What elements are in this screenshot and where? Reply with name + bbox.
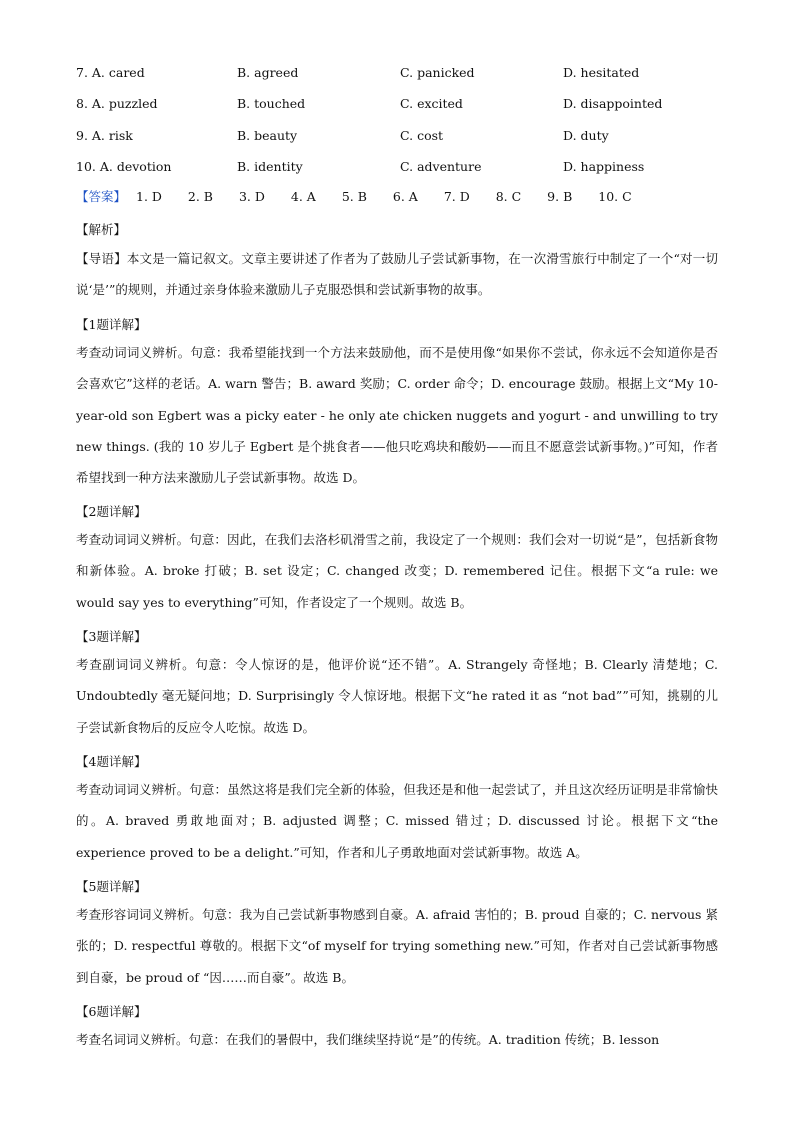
- answer-item: 4. A: [290, 189, 316, 204]
- option-d: D. disappointed: [563, 96, 663, 111]
- answer-item: 1. D: [136, 189, 162, 204]
- option-row-9: [76, 128, 776, 148]
- detail-paragraph-3: [76, 649, 718, 743]
- detail-paragraph-4: [76, 774, 718, 868]
- option-a: 9. A. risk: [76, 128, 133, 143]
- detail-heading-5: 【5题详解】: [76, 879, 147, 894]
- detail-paragraph-6: [76, 1024, 718, 1055]
- detail-heading-6: 【6题详解】: [76, 1004, 147, 1019]
- detail-heading-3: 【3题详解】: [76, 629, 147, 644]
- answer-item: 8. C: [495, 189, 522, 204]
- option-c: C. excited: [400, 96, 463, 111]
- detail-text: 考查动词词义辨析。句意：我希望能找到一个方法来鼓励他，而不是使用像“如果你不尝试，你永远不会知道你是否会喜欢它”这样的老话。A. warn 警告；B. award 奖励；C. order 命令；D. encourage 鼓励。根据上文“My 10-year-old son Egbert was a picky eater - he only ate chicken nuggets and yogurt - and unwilling to try new things. (我的 10 岁儿子 Egbert 是个挑食者——他只吃鸡块和酸奶——而且不愿意尝试新事物。)”可知，作者希望找到一种方法来激励儿子尝试新事物。故选 D。: [76, 345, 718, 486]
- detail-paragraph-2: [76, 524, 718, 618]
- intro-text: 【导语】本文是一篇记叙文。文章主要讲述了作者为了鼓励儿子尝试新事物，在一次滑雪旅行中制定了一个“对一切说‘是’”的规则，并通过亲身体验来激励儿子克服恐惧和尝试新事物的故事。: [76, 251, 718, 298]
- detail-text: 考查动词词义辨析。句意：虽然这将是我们完全新的体验，但我还是和他一起尝试了，并且这次经历证明是非常愉快的。A. braved 勇敢地面对；B. adjusted 调整；C. missed 错过；D. discussed 讨论。根据下文“the experience proved to be a delight.”可知，作者和儿子勇敢地面对尝试新事物。故选 A。: [76, 782, 718, 860]
- answer-item: 5. B: [341, 189, 367, 204]
- answer-item: 9. B: [547, 189, 573, 204]
- detail-text: 考查名词词义辨析。句意：在我们的暑假中，我们继续坚持说“是”的传统。A. tradition 传统；B. lesson: [76, 1032, 660, 1047]
- option-c: C. cost: [400, 128, 444, 143]
- detail-text: 考查副词词义辨析。句意：令人惊讶的是，他评价说“还不错”。A. Strangely 奇怪地；B. Clearly 清楚地；C. Undoubtedly 毫无疑问地；D. Surprisingly 令人惊讶地。根据下文“he rated it as “not bad””可知，挑剔的儿子尝试新食物后的反应令人吃惊。故选 D。: [76, 657, 718, 735]
- detail-paragraph-1: [76, 337, 718, 493]
- analysis-label: 【解析】: [76, 222, 127, 237]
- option-c: C. panicked: [400, 65, 475, 80]
- answer-item: 2. B: [187, 189, 213, 204]
- option-b: B. identity: [237, 159, 303, 174]
- option-d: D. duty: [563, 128, 609, 143]
- option-d: D. happiness: [563, 159, 645, 174]
- option-c: C. adventure: [400, 159, 482, 174]
- answer-key: [76, 187, 648, 205]
- option-d: D. hesitated: [563, 65, 640, 80]
- detail-text: 考查形容词词义辨析。句意：我为自己尝试新事物感到自豪。A. afraid 害怕的；B. proud 自豪的；C. nervous 紧张的；D. respectful 尊敬的。根据下文“of myself for trying something new.”可知，作者对自己尝试新事物感到自豪，be proud of “因……而自豪”。故选 B。: [76, 907, 718, 985]
- detail-text: 考查动词词义辨析。句意：因此，在我们去洛杉矶滑雪之前，我设定了一个规则：我们会对一切说“是”，包括新食物和新体验。A. broke 打破；B. set 设定；C. changed 改变；D. remembered 记住。根据下文“a rule: we would say yes to everything”可知，作者设定了一个规则。故选 B。: [76, 532, 718, 610]
- option-row-10: [76, 159, 776, 179]
- answer-tag: 【答案】: [76, 189, 127, 204]
- option-b: B. beauty: [237, 128, 298, 143]
- detail-heading-4: 【4题详解】: [76, 754, 147, 769]
- answer-item: 6. A: [392, 189, 418, 204]
- detail-heading-1: 【1题详解】: [76, 317, 147, 332]
- intro-paragraph: [76, 243, 718, 306]
- option-a: 7. A. cared: [76, 65, 145, 80]
- option-a: 8. A. puzzled: [76, 96, 158, 111]
- option-row-7: [76, 65, 776, 85]
- option-a: 10. A. devotion: [76, 159, 172, 174]
- answer-item: 10. C: [598, 189, 632, 204]
- option-b: B. agreed: [237, 65, 299, 80]
- option-b: B. touched: [237, 96, 306, 111]
- answer-item: 7. D: [443, 189, 470, 204]
- option-row-8: [76, 96, 776, 116]
- detail-paragraph-5: [76, 899, 718, 993]
- detail-heading-2: 【2题详解】: [76, 504, 147, 519]
- answer-item: 3. D: [238, 189, 265, 204]
